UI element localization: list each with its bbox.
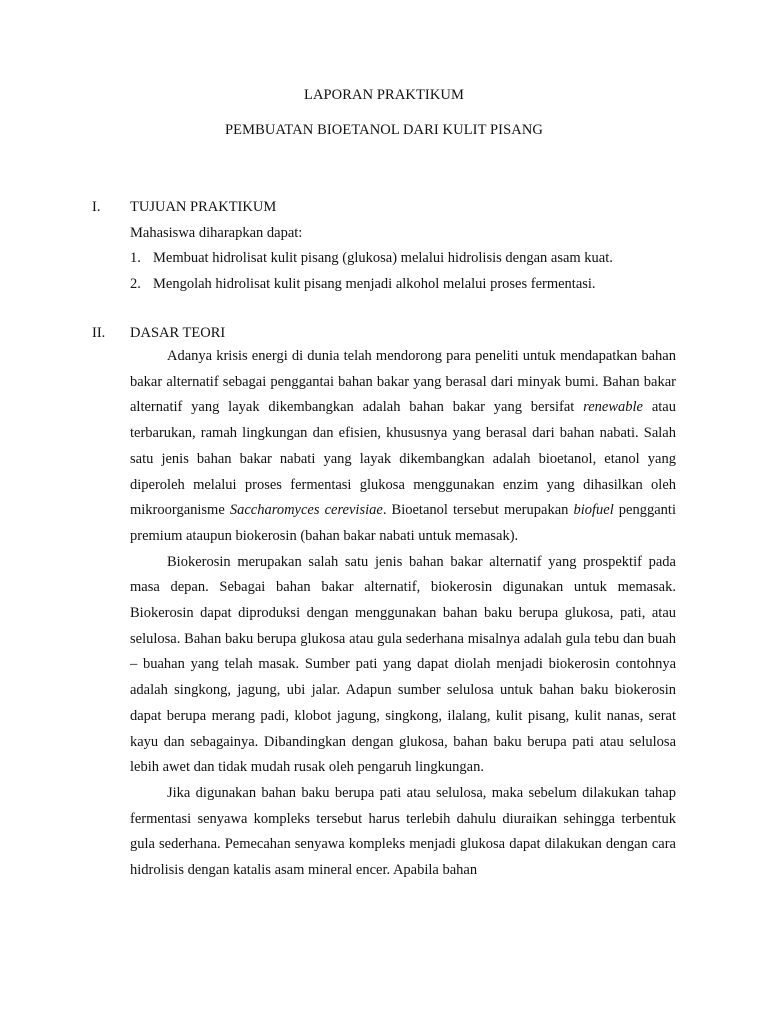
list-item: [130, 276, 596, 293]
list-item-number: 2.: [130, 276, 141, 292]
section-1-number: I.: [92, 199, 101, 215]
section-1-heading: TUJUAN PRAKTIKUM: [130, 199, 277, 215]
section-2-number: II.: [92, 325, 106, 341]
italic-term: biofuel: [573, 502, 614, 519]
list-item: [130, 250, 613, 267]
paragraph-text: atau terbarukan, ramah lingkungan dan efisien, khususnya yang berasal dari bahan nabati. Salah satu jenis bahan bakar nabati yang layak dikembangkan adalah bioetanol, etanol yang diperoleh melalui proses fermentasi glukosa menggunakan enzim yang dihasilkan oleh mikroorganisme: [130, 399, 676, 519]
italic-species-name: Saccharomyces cerevisiae: [229, 502, 383, 519]
paragraph-2: Biokerosin merupakan salah satu jenis bahan bakar alternatif yang prospektif pada masa depan. Sebagai bahan bakar alternatif, biokerosin digunakan untuk memasak. Biokerosin dapat diproduksi dengan menggunakan bahan baku berupa glukosa, pati, atau selulosa. Bahan baku berupa glukosa atau gula sederhana misalnya adalah gula tebu dan buah – buahan yang telah masak. Sumber pati yang dapat diolah menjadi biokerosin contohnya adalah singkong, jagung, ubi jalar. Adapun sumber selulosa untuk bahan baku biokerosin dapat berupa merang padi, klobot jagung, singkong, ilalang, kulit pisang, kulit nanas, serat kayu dan sebagainya. Dibandingkan dengan glukosa, bahan baku berupa pati atau selulosa lebih awet dan tidak mudah rusak oleh pengaruh lingkungan.: [130, 553, 676, 776]
list-item-number: 1.: [130, 250, 141, 266]
paragraph-3: Jika digunakan bahan baku berupa pati atau selulosa, maka sebelum dilakukan tahap fermentasi senyawa kompleks tersebut harus terlebih dahulu diuraikan sehingga terbentuk gula sederhana. Pemecahan senyawa kompleks menjadi glukosa dapat dilakukan dengan cara hidrolisis dengan katalis asam mineral encer. Apabila bahan: [130, 784, 676, 879]
section-2-heading: DASAR TEORI: [130, 325, 226, 341]
paragraph-1: [130, 344, 676, 550]
section-2-body: [130, 344, 676, 884]
report-subtitle: PEMBUATAN BIOETANOL DARI KULIT PISANG: [225, 122, 543, 138]
paragraph-text: . Bioetanol tersebut merupakan: [382, 502, 574, 519]
list-item-text: Mengolah hidrolisat kulit pisang menjadi alkohol melalui proses fermentasi.: [153, 276, 596, 292]
italic-term: renewable: [583, 399, 643, 416]
list-item-text: Membuat hidrolisat kulit pisang (glukosa) melalui hidrolisis dengan asam kuat.: [153, 250, 613, 266]
report-title: LAPORAN PRAKTIKUM: [303, 87, 464, 103]
section-1-intro: Mahasiswa diharapkan dapat:: [130, 225, 303, 241]
paragraph-text: pengganti premium ataupun biokerosin (bahan bakar nabati untuk memasak).: [130, 502, 676, 544]
paragraph-text: Adanya krisis energi di dunia telah mendorong para peneliti untuk mendapatkan bahan bakar alternatif sebagai penggantai bahan bakar yang berasal dari minyak bumi. Bahan bakar alternatif yang layak dikembangkan adalah bahan bakar yang bersifat: [130, 348, 676, 416]
